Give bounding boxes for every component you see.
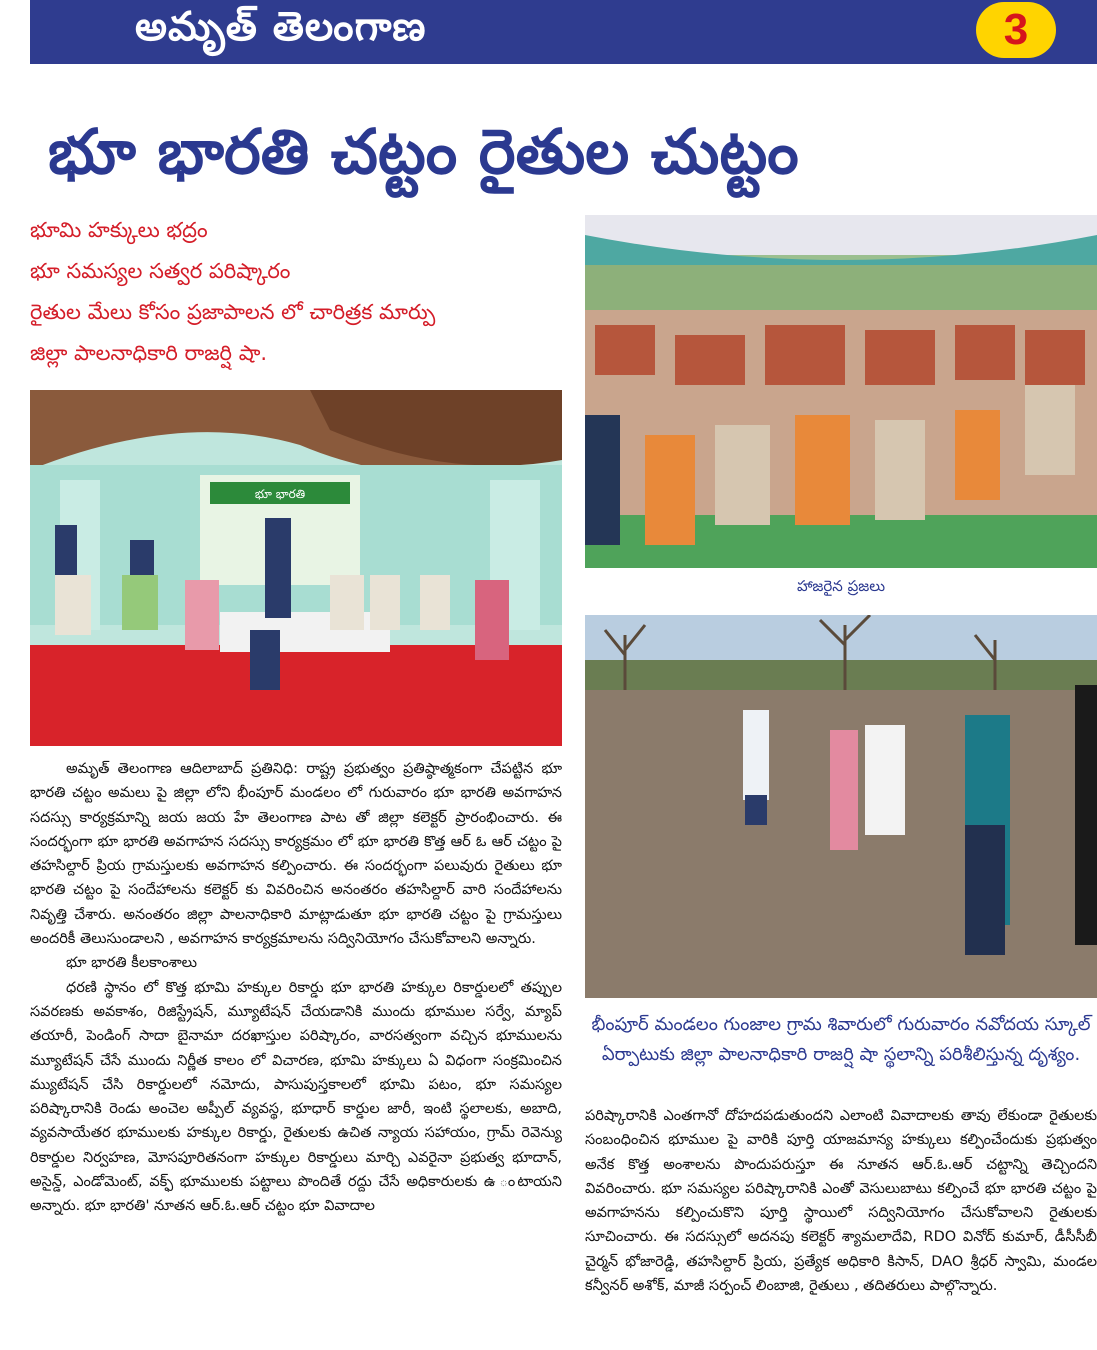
subhead-4: జిల్లా పాలనాధికారి రాజర్షి షా. xyxy=(30,341,268,365)
stage-banner-text: భూ భారతి xyxy=(254,487,306,501)
field-inspection-photo xyxy=(585,615,1097,998)
masthead xyxy=(30,0,1097,64)
article-right-column xyxy=(585,1104,1097,1298)
headline: భూ భారతి చట్టం రైతుల చుట్టం xyxy=(48,115,799,188)
article-left-column xyxy=(30,757,562,1219)
subhead-1: భూమి హక్కులు భద్రం xyxy=(30,218,208,242)
subheads xyxy=(30,210,566,374)
article-paragraph-1: అమృత్ తెలంగాణ ఆదిలాబాద్ ప్రతినిధి: రాష్ట్ర ప్రభుత్వం ప్రతిష్ఠాత్మకంగా చేపట్టిన భూ భారతి చట్టం అమలు పై జిల్లా లోని భీంపూర్ మండలం లో గురువారం భూ భారతి అవగాహన సదస్సు కార్యక్రమాన్ని జయ జయ హే తెలంగాణ పాట తో జిల్లా కలెక్టర్ ప్రారంభించారు. ఈ సందర్భంగా భూ భారతి అవగాహన సదస్సు కార్యక్రమం లో భూ భారతి కొత్త ఆర్ ఓ ఆర్ చట్టం పై తహసిల్దార్ ప్రియ గ్రామస్తులకు అవగాహన కల్పించారు. ఈ సందర్భంగా పలువురు రైతులు భూ భారతి చట్టం పై సందేహాలను కలెక్టర్ కు వివరించిన అనంతరం తహసిల్దార్ వారి సందేహాలను నివృత్తి చేశారు. అనంతరం జిల్లా పాలనాధికారి మాట్లాడుతూ భూ భారతి చట్టం పై గ్రామస్తులు అందరికీ తెలుసుండాలని , అవగాహన కార్యక్రమాలను సద్వినియోగం చేసుకోవాలని అన్నారు. xyxy=(30,761,562,948)
crowd-photo xyxy=(585,215,1097,568)
stage-meeting-photo xyxy=(30,390,562,746)
article-paragraph-2: ధరణి స్థానం లో కొత్త భూమి హక్కుల రికార్డు భూ భారతి హక్కుల రికార్డులలో తప్పుల సవరణకు అవకాశం, రిజిస్ట్రేషన్, మ్యూటేషన్ చేయడానికి ముందు భూముల సర్వే, మ్యాప్ తయారీ, పెండింగ్ సాదా బైనామా దరఖాస్తుల పరిష్కారం, వారసత్వంగా వచ్చిన భూములను మ్యూటేషన్ చేసే ముందు నిర్ణీత కాలం లో విచారణ, భూమి హక్కులు ఏ విధంగా సంక్రమించిన మ్యుటేషన్ చేసి రికార్డులలో నమోదు, పాసుపుస్తకాలలో భూమి పటం, భూ సమస్యల పరిష్కారానికి రెండు అంచెల అప్పీల్ వ్యవస్థ, భూధార్ కార్డుల జారీ, ఇంటి స్థలాలకు, అబాది, వ్యవసాయేతర భూములకు హక్కుల రికార్డు, రైతులకు ఉచిత న్యాయ సహాయం, గ్రామ్ రెవెన్యు రికార్డుల నిర్వహణ, మోసపూరితనంగా హక్కుల రికార్డులు మార్చి ఎవరైనా ప్రభుత్వ భూదాన్, అసైన్డ్, ఎండోమెంట్, వక్ఫ్ భూములకు పట్టాలు పొందితే రద్దు చేసే అధికారులకు ఉ ంటాయని అన్నారు. భూ భారతి' నూతన ఆర్.ఓ.ఆర్ చట్టం భూ వివాదాల xyxy=(30,979,562,1215)
subhead-2: భూ సమస్యల సత్వర పరిష్కారం xyxy=(30,259,291,283)
crowd-photo-caption: హాజరైన ప్రజలు xyxy=(796,577,886,595)
masthead-title: అమృత్ తెలంగాణ xyxy=(135,4,427,50)
article-subheading: భూ భారతి కీలకాంశాలు xyxy=(66,955,197,972)
field-photo-caption: భీంపూర్ మండలం గుంజాల గ్రామ శివారులో గురువారం నవోదయ స్కూల్ ఏర్పాటుకు జిల్లా పాలనాధికారి రాజర్షి షా స్థలాన్ని పరిశీలిస్తున్న దృశ్యం. xyxy=(591,1014,1091,1065)
subhead-3: రైతుల మేలు కోసం ప్రజాపాలన లో చారిత్రక మార్పు xyxy=(30,300,436,324)
article-paragraph-3: పరిష్కారానికి ఎంతగానో దోహదపడుతుందని ఎలాంటి వివాదాలకు తావు లేకుండా రైతులకు సంబంధించిన భూముల పై వారికి పూర్తి యాజమాన్య హక్కులు కల్పించేందుకు ప్రభుత్వం అనేక కొత్త అంశాలను పొందుపరుస్తూ ఈ నూతన ఆర్.ఓ.ఆర్ చట్టాన్ని తెచ్చిందని వివరించారు. భూ సమస్యల పరిష్కారానికి ఎంతో వెసులుబాటు కల్పించే భూ భారతి చట్టం పై అవగాహనను కల్పించుకొని పూర్తి స్థాయిలో సద్వినియోగం చేసుకోవాలని రైతులకు సూచించారు. ఈ సదస్సులో అదనపు కలెక్టర్ శ్యామలాదేవి, RDO వినోద్ కుమార్, డీసీసీబీ చైర్మన్ భోజారెడ్డి, తహసిల్దార్ ప్రియ, ప్రత్యేక అధికారి కిసాన్, DAO శ్రీధర్ స్వామి, మండల కన్వీనర్ అశోక్, మాజీ సర్పంచ్ లింబాజి, రైతులు , తదితరులు పాల్గొన్నారు. xyxy=(585,1108,1097,1295)
page-number-badge: 3 xyxy=(976,2,1056,58)
